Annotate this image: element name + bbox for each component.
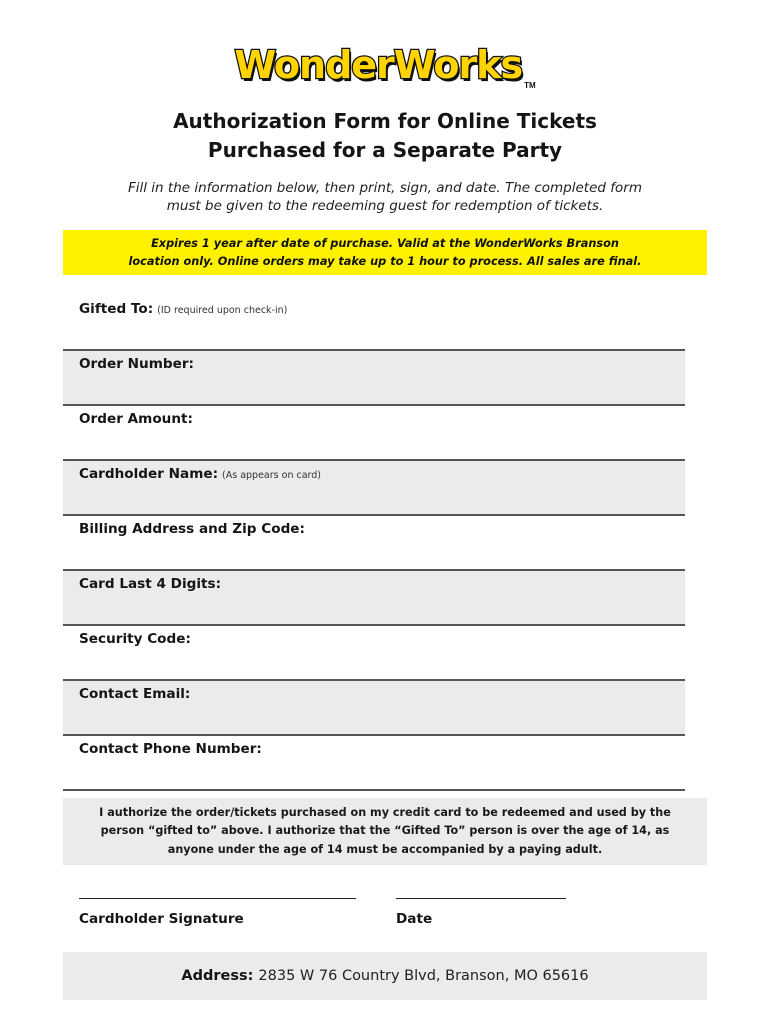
address-value: 2835 W 76 Country Blvd, Branson, MO 65616 bbox=[258, 968, 589, 984]
expiry-notice-text bbox=[105, 235, 665, 271]
contact-phone-label: Contact Phone Number: bbox=[79, 741, 262, 757]
authorization-line-1: I authorize the order/tickets purchased on my credit card to be redeemed and used by the bbox=[99, 805, 671, 819]
form-title bbox=[0, 107, 770, 165]
authorization-text bbox=[75, 804, 695, 860]
security-code-label: Security Code: bbox=[79, 631, 191, 647]
contact-email-field[interactable] bbox=[63, 681, 685, 736]
cardholder-signature-line[interactable] bbox=[79, 898, 356, 899]
field-label bbox=[79, 356, 194, 372]
order-amount-field[interactable] bbox=[63, 406, 685, 461]
field-label bbox=[79, 301, 287, 317]
instructions-line-1: Fill in the information below, then print, sign, and date. The completed form bbox=[128, 180, 642, 196]
instructions bbox=[80, 179, 690, 215]
order-amount-label: Order Amount: bbox=[79, 411, 193, 427]
order-number-label: Order Number: bbox=[79, 356, 194, 372]
authorization-line-2: person “gifted to” above. I authorize that the “Gifted To” person is over the age of 14, as bbox=[100, 824, 670, 838]
contact-phone-field[interactable] bbox=[63, 736, 685, 791]
contact-email-label: Contact Email: bbox=[79, 686, 191, 702]
authorization-statement bbox=[63, 798, 707, 865]
field-label bbox=[79, 576, 221, 592]
address-footer bbox=[63, 952, 707, 1000]
address-label: Address: bbox=[181, 968, 254, 984]
expiry-notice-banner bbox=[63, 230, 707, 275]
cardholder-name-label: Cardholder Name: bbox=[79, 466, 219, 482]
expiry-notice-line-1: Expires 1 year after date of purchase. Valid at the WonderWorks Branson bbox=[151, 236, 619, 250]
security-code-field[interactable] bbox=[63, 626, 685, 681]
form-fields bbox=[63, 296, 685, 791]
billing-address-field[interactable] bbox=[63, 516, 685, 571]
form-title-line-1: Authorization Form for Online Tickets bbox=[173, 109, 597, 133]
cardholder-signature-label: Cardholder Signature bbox=[79, 911, 244, 927]
card-last-four-field[interactable] bbox=[63, 571, 685, 626]
field-label bbox=[79, 741, 262, 757]
logo-wordmark: WonderWorks bbox=[234, 43, 523, 87]
cardholder-name-field[interactable] bbox=[63, 461, 685, 516]
field-label bbox=[79, 521, 305, 537]
date-signature-line[interactable] bbox=[396, 898, 566, 899]
date-label: Date bbox=[396, 911, 433, 927]
field-label bbox=[79, 631, 191, 647]
order-number-field[interactable] bbox=[63, 351, 685, 406]
instructions-line-2: must be given to the redeeming guest for redemption of tickets. bbox=[166, 198, 604, 214]
field-label bbox=[79, 466, 321, 482]
logo-trademark: TM bbox=[524, 81, 536, 90]
gifted-to-note: (ID required upon check-in) bbox=[157, 305, 288, 316]
form-title-line-2: Purchased for a Separate Party bbox=[207, 138, 563, 162]
field-label bbox=[79, 411, 193, 427]
authorization-line-3: anyone under the age of 14 must be accompanied by a paying adult. bbox=[167, 842, 603, 856]
gifted-to-field[interactable] bbox=[63, 296, 685, 351]
expiry-notice-line-2: location only. Online orders may take up to 1 hour to process. All sales are final. bbox=[128, 254, 642, 268]
gifted-to-label: Gifted To: bbox=[79, 301, 154, 317]
card-last-four-label: Card Last 4 Digits: bbox=[79, 576, 222, 592]
field-label bbox=[79, 686, 190, 702]
wonderworks-logo bbox=[0, 40, 770, 90]
billing-address-label: Billing Address and Zip Code: bbox=[79, 521, 305, 537]
cardholder-name-note: (As appears on card) bbox=[222, 470, 322, 481]
